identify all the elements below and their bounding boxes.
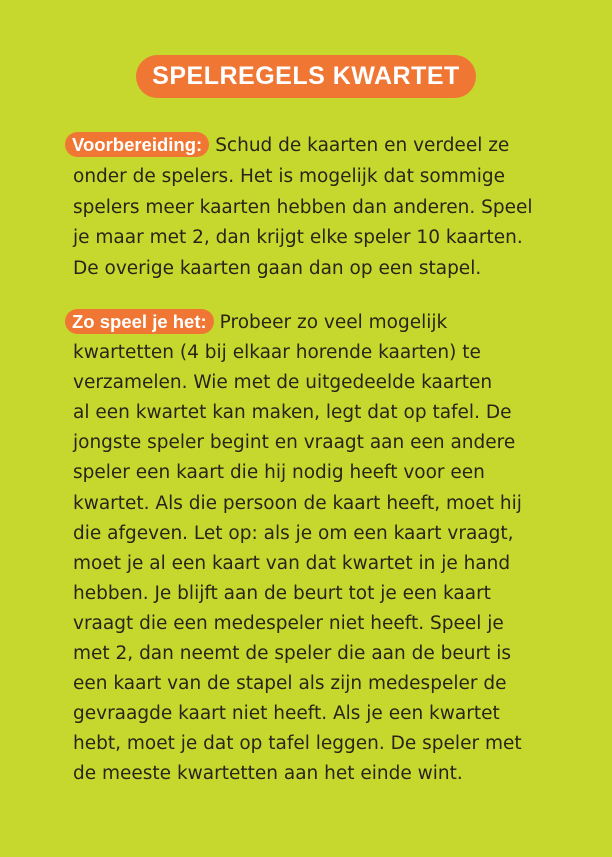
text-line: kwartetten (4 bij elkaar horende kaarten) te	[73, 342, 481, 364]
text-line: al een kwartet kan maken, legt dat op tafel. De	[73, 402, 512, 424]
text-line: spelers meer kaarten hebben dan anderen. Speel	[73, 196, 533, 218]
text-line: onder de spelers. Het is mogelijk dat sommige	[73, 165, 505, 187]
section-label: Voorbereiding:	[65, 132, 209, 157]
text-line	[73, 308, 573, 338]
text-line: hebt, moet je dat op tafel leggen. De speler met	[73, 733, 522, 755]
text-line: die afgeven. Let op: als je om een kaart vraagt,	[73, 522, 514, 544]
text-line-content: Schud de kaarten en verdeel ze	[215, 135, 510, 156]
text-line: kwartet. Als die persoon de kaart heeft, moet hij	[73, 492, 522, 514]
text-line: je maar met 2, dan krijgt elke speler 10 kaarten.	[73, 227, 523, 249]
text-line: jongste speler begint en vraagt aan een andere	[73, 432, 516, 454]
text-line	[73, 131, 573, 162]
section-voorbereiding	[73, 131, 573, 285]
section-zo-speel-je-het	[73, 308, 573, 790]
text-line: hebben. Je blijft aan de beurt tot je een kaart	[73, 582, 491, 604]
text-line: verzamelen. Wie met de uitgedeelde kaarten	[73, 372, 493, 394]
text-line-content: Probeer zo veel mogelijk	[219, 312, 448, 333]
text-line: met 2, dan neemt de speler die aan de beurt is	[73, 643, 511, 665]
section-label: Zo speel je het:	[65, 309, 214, 334]
text-line: De overige kaarten gaan dan op een stapel.	[73, 258, 482, 280]
page-title: SPELREGELS KWARTET	[136, 55, 476, 98]
text-line: een kaart van de stapel als zijn medespeler de	[73, 673, 507, 695]
text-line: gevraagde kaart niet heeft. Als je een kwartet	[73, 703, 500, 725]
text-line: speler een kaart die hij nodig heeft voor een	[73, 462, 485, 484]
text-line: de meeste kwartetten aan het einde wint.	[73, 763, 463, 785]
text-line: moet je al een kaart van dat kwartet in je hand	[73, 552, 511, 574]
text-line: vraagt die een medespeler niet heeft. Speel je	[73, 612, 504, 634]
